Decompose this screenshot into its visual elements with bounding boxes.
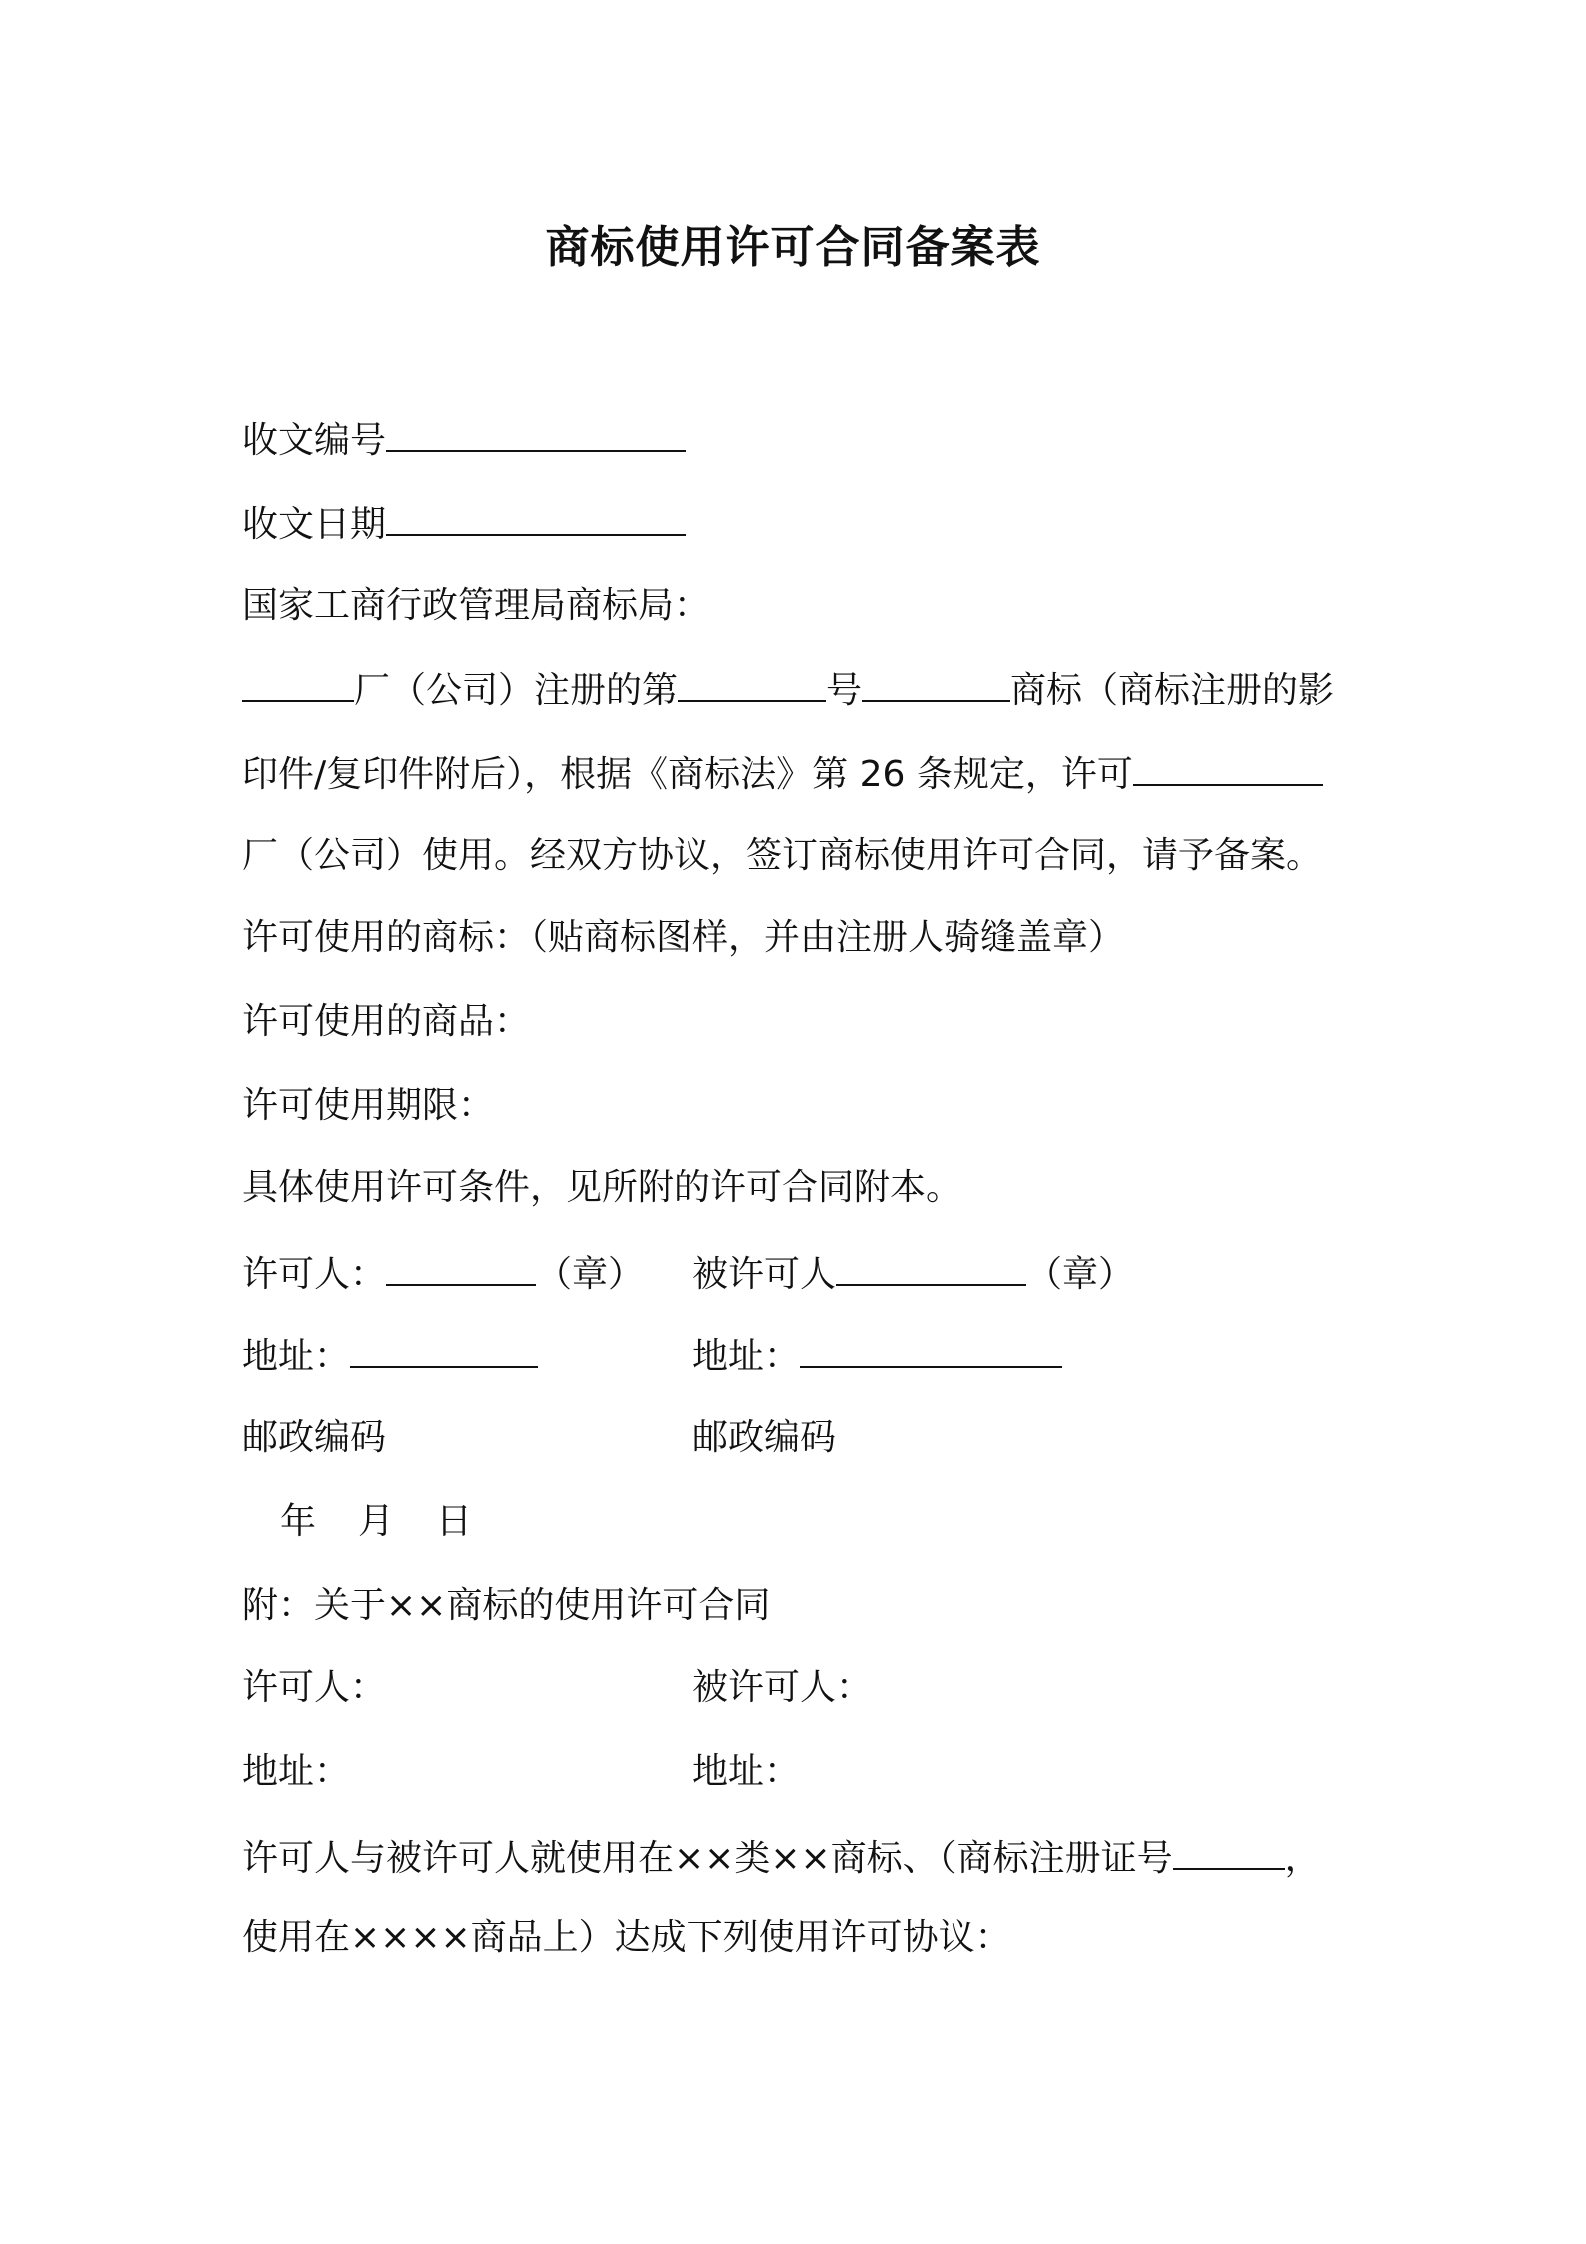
registration-cert-blank[interactable] [1173,1832,1285,1870]
attachment-parties [242,1664,1342,1712]
page-title: 商标使用许可合同备案表 [545,222,1041,273]
para1-line1 [242,664,1334,715]
attachment-licensee: 被许可人： [692,1667,873,1708]
item-term: 许可使用期限： [242,1085,495,1126]
licensor-address-blank[interactable] [350,1330,538,1368]
receipt-date-line [242,498,686,549]
addressee: 国家工商行政管理局商标局： [242,585,711,626]
licensee-label: 被许可人 [692,1254,837,1295]
licensor-label: 许可人： [242,1254,387,1295]
postal-line [242,1414,1342,1462]
attachment-title: 附：关于××商标的使用许可合同 [242,1585,771,1626]
item-conditions: 具体使用许可条件，见所附的许可合同附本。 [242,1167,963,1208]
licensee-seal: （章） [1026,1254,1135,1295]
licensor-line [242,1248,1342,1299]
attachment-addresses [242,1748,1342,1796]
receipt-number-blank[interactable] [386,414,686,452]
licensor-address-label: 地址： [242,1336,351,1377]
licensee-factory-blank[interactable] [1133,748,1323,786]
para1-line3: 厂（公司）使用。经双方协议，签订商标使用许可合同，请予备案。 [242,835,1323,876]
date-line [280,1498,472,1546]
address-line [242,1330,1342,1381]
receipt-number-line [242,414,686,465]
factory-name-blank[interactable] [242,664,354,702]
receipt-date-blank[interactable] [386,498,686,536]
item-goods: 许可使用的商品： [242,1001,531,1042]
licensee-postal-label: 邮政编码 [692,1417,837,1458]
licensee-blank[interactable] [836,1248,1026,1286]
trademark-name-blank[interactable] [862,664,1010,702]
date-year: 年 [280,1501,317,1542]
para1-line2 [242,748,1323,799]
licensor-blank[interactable] [386,1248,536,1286]
licensor-postal-label: 邮政编码 [242,1417,387,1458]
attachment-body1b: ， [1284,1838,1321,1879]
registration-number-blank[interactable] [678,664,826,702]
attachment-address-right: 地址： [692,1751,801,1792]
para1-seg2: 号 [826,670,863,711]
receipt-date-label: 收文日期 [242,504,387,545]
attachment-body1a: 许可人与被许可人就使用在××类××商标、（商标注册证号 [242,1838,1173,1879]
date-day: 日 [436,1501,473,1542]
item-trademark: 许可使用的商标：（贴商标图样，并由注册人骑缝盖章） [242,917,1125,958]
attachment-body-line2: 使用在××××商品上）达成下列使用许可协议： [242,1917,1011,1958]
attachment-address-left: 地址： [242,1751,351,1792]
licensee-address-group [692,1330,1062,1381]
receipt-number-label: 收文编号 [242,420,387,461]
attachment-body-line1 [242,1832,1321,1883]
licensor-seal: （章） [536,1254,645,1295]
licensee-address-blank[interactable] [800,1330,1062,1368]
attachment-licensor: 许可人： [242,1667,387,1708]
para1-seg1: 厂（公司）注册的第 [354,670,679,711]
para1-line2a: 印件/复印件附后），根据《商标法》第 26 条规定，许可 [242,754,1133,795]
para1-seg3: 商标（商标注册的影 [1010,670,1335,711]
licensee-address-label: 地址： [692,1336,801,1377]
licensee-group [692,1248,1134,1299]
date-month: 月 [358,1501,395,1542]
